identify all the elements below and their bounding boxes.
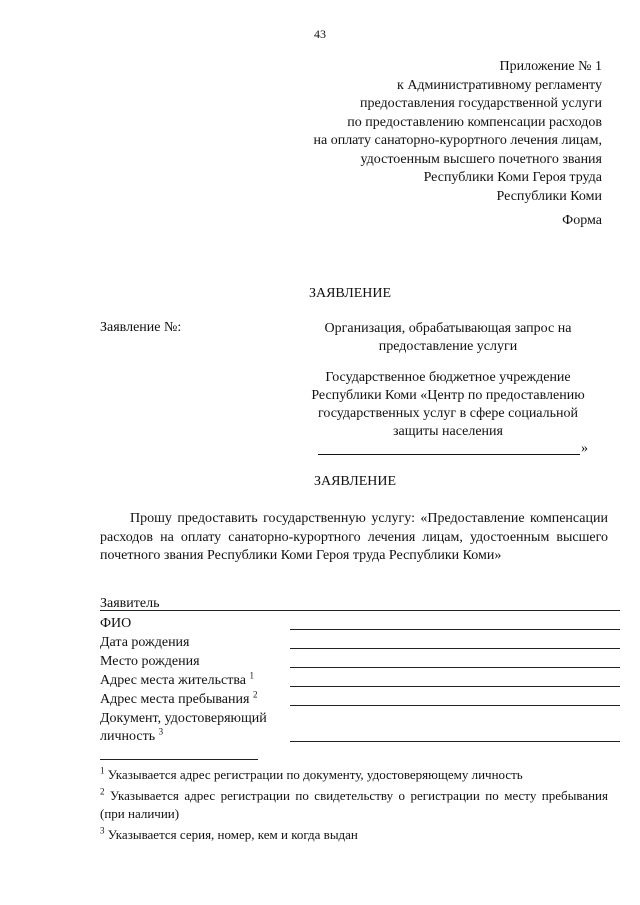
form-label: Форма — [562, 213, 602, 228]
footnote-text: Указывается адрес регистрации по свидетельству о регистрации по месту пребывания (при наличии) — [100, 788, 608, 821]
residence-text: Адрес места жительства — [100, 673, 246, 688]
footnote-mark: 1 — [100, 765, 105, 776]
institution-line: Государственное бюджетное учреждение — [325, 370, 571, 385]
appendix-line: Республики Коми — [496, 188, 602, 204]
document-field[interactable] — [290, 741, 620, 742]
institution-line: государственных услуг в сфере социальной — [317, 406, 579, 421]
footnote-ref: 3 — [158, 726, 164, 737]
application-number-label: Заявление №: — [100, 320, 182, 335]
footnote-3 — [100, 826, 608, 844]
birth-date-label: Дата рождения — [100, 635, 190, 650]
birth-place-label: Место рождения — [100, 654, 200, 669]
page-title-top: ЗАЯВЛЕНИЕ — [308, 286, 392, 301]
closing-quote: » — [581, 441, 588, 456]
stay-field[interactable] — [290, 705, 620, 706]
fio-label: ФИО — [100, 616, 132, 631]
appendix-line: предоставления государственной услуги — [360, 96, 602, 111]
footnote-1 — [100, 766, 608, 784]
stay-text: Адрес места пребывания — [100, 692, 250, 707]
appendix-line: на оплату санаторно-курортного лечения лицам, — [313, 133, 602, 148]
institution-block — [298, 369, 598, 441]
page-title: ЗАЯВЛЕНИЕ — [313, 474, 397, 489]
footnote-ref: 2 — [252, 689, 258, 700]
document-text-2: личность $^3$ — [100, 726, 164, 744]
appendix-line: удостоенным высшего почетного звания — [360, 151, 602, 167]
residence-field[interactable] — [290, 686, 620, 687]
footnote-separator — [100, 759, 258, 760]
institution-fill-line[interactable] — [318, 440, 580, 455]
fio-field[interactable] — [290, 629, 620, 630]
footnote-2 — [100, 787, 608, 823]
footnote-mark: 3 — [100, 825, 105, 836]
footnote-text: Указывается адрес регистрации по документу, удостоверяющему личность — [107, 767, 523, 782]
footnote-ref: 1 — [249, 670, 254, 681]
appendix-line: Республики Коми Героя труда — [423, 170, 602, 185]
applicant-label: Заявитель — [100, 596, 160, 611]
organization-block — [298, 320, 598, 356]
organization-line: предоставление услуги — [378, 339, 518, 354]
stay-label — [100, 689, 258, 708]
footnote-mark: 2 — [100, 786, 105, 797]
organization-line: Организация, обрабатывающая запрос на — [324, 321, 572, 336]
appendix-line: Приложение № 1 — [499, 59, 602, 74]
birth-place-field[interactable] — [290, 667, 620, 668]
applicant-underline — [100, 610, 620, 611]
institution-line: Республики Коми «Центр по предоставлению — [311, 388, 585, 403]
document-text: Документ, удостоверяющий — [100, 711, 267, 726]
institution-line: защиты населения — [393, 424, 503, 439]
appendix-line: по предоставлению компенсации расходов — [347, 114, 602, 130]
birth-date-field[interactable] — [290, 648, 620, 649]
appendix-line: к Административному регламенту — [397, 77, 602, 93]
document-label — [100, 710, 267, 746]
page-number: 43 — [314, 27, 326, 41]
appendix-header — [314, 58, 603, 206]
residence-label — [100, 670, 254, 689]
request-paragraph: Прошу предоставить государственную услугу: «Предоставление компенсации расходов на оплату санаторно-курортного лечения лицам, удостоенным высшего почетного звания Республики Коми Героя труда Республики Коми» — [100, 511, 608, 563]
footnote-text: Указывается серия, номер, кем и когда выдан — [107, 827, 358, 842]
